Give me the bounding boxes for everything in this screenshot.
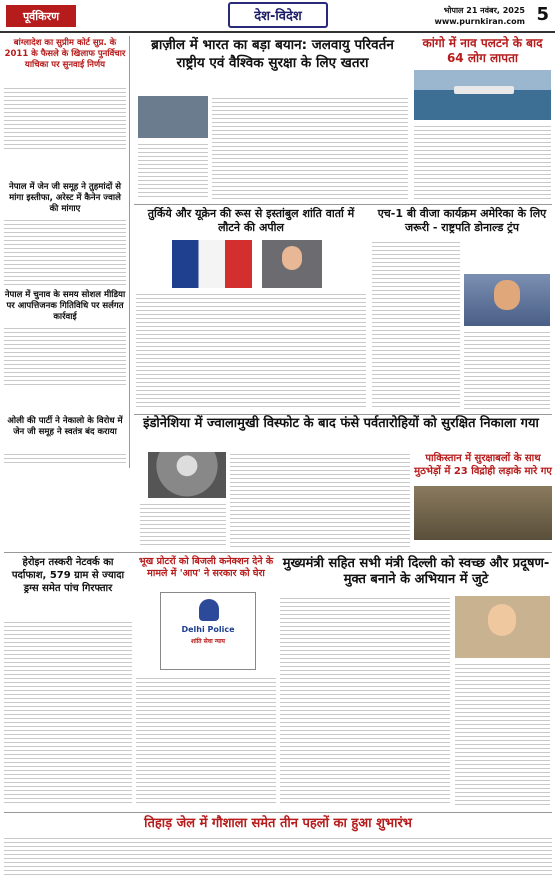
date: भोपाल 21 नवंबर, 2025 [443,6,525,15]
dateline [435,5,525,27]
main-story-text-2 [138,142,208,200]
volcano-photo [148,452,226,498]
right-story-text [414,124,551,200]
divider [134,414,552,415]
indonesia-story-text-2 [140,502,226,548]
power-headline: भूख प्रोटरों को बिजली कनेक्शन देने के मामले में 'आप' ने सरकार को घेरा [138,556,274,579]
left-column [4,36,130,468]
cm-story-text-2 [455,662,550,806]
left-story-2 [4,182,126,215]
minister-photo [455,596,550,658]
story-headline: बांग्लादेश का सुप्रीम कोर्ट सुप्र. के 2011 के फैसले के खिलाफ पुनर्विचार याचिका पर सुनवाई निर्णय [4,38,126,70]
story-text [4,452,126,464]
heroin-headline: हेरोइन तस्करी नेटवर्क का पर्दाफाश, 579 ग्राम से ज्यादा ड्रग्स समेत पांच गिरफ्तार [11,557,125,594]
turkey-headline: तुर्किये और यूक्रेन की रूस से इस्तांबुल शांति वार्ता में लौटने की अपील [147,207,355,234]
main-headline: ब्राज़ील में भारत का बड़ा बयान: जलवायु परिवर्तन राष्ट्रीय एवं वैश्विक सुरक्षा के लिए खतरा [151,37,394,71]
page-number: 5 [536,4,549,25]
security-photo [414,486,552,540]
story-text [4,326,126,386]
divider [134,204,552,205]
visa-story-text-2 [464,330,550,410]
right-headline: कांगो में नाव पलटने के बाद 64 लोग लापता [422,36,543,65]
left-story-3 [4,290,126,323]
story-photo [138,96,208,138]
power-story-text [136,676,276,806]
delhi-police-ad [160,592,256,670]
boat-photo [414,70,551,120]
cm-story-text [280,596,450,806]
tihar-story-text [4,836,552,878]
left-story-4 [4,416,126,438]
story-headline: ओली की पार्टी ने नेकालो के विरोध में जेन जी समूह ने स्वतंत्र बंद कराया [7,416,123,437]
ad-title: Delhi Police [181,625,235,634]
police-badge-icon [199,599,219,621]
story-headline: नेपाल में जेन जी समूह ने तुहमांदों से मांगा इस्तीफा, अरेस्ट में कैनेन ज्वाले की मांगाए [8,182,121,214]
story-text [4,86,126,150]
pakistan-headline: पाकिस्तान में सुरक्षाबलों के साथ मुठभेड़ों में 23 विद्रोही लड़ाके मारे गए [414,453,552,477]
indonesia-story-text [230,452,410,548]
president-photo [464,274,550,326]
story-text [4,218,126,288]
leader-photo [262,240,322,288]
ad-tagline: शांति सेवा न्याय [190,638,226,645]
heroin-story-text [4,620,132,806]
masthead-rule [0,31,555,33]
visa-story-text [372,240,460,410]
brand-logo: पूर्वकिरण [6,5,76,27]
masthead [0,0,555,34]
divider [4,812,552,813]
turkey-story-text [136,292,366,410]
divider [4,552,552,553]
visa-headline: एच-1 बी वीजा कार्यक्रम अमेरिका के लिए जरूरी - राष्ट्रपति डोनाल्ड ट्रंप [377,207,547,234]
main-story-text [212,96,408,200]
left-story-1 [4,38,126,71]
site-url[interactable]: www.purnkiran.com [434,17,525,26]
indonesia-headline: इंडोनेशिया में ज्वालामुखी विस्फोट के बाद फंसे पर्वतारोहियों को सुरक्षित निकाला गया [143,416,539,431]
section-title: देश-विदेश [228,2,328,28]
story-headline: नेपाल में चुनाव के समय सोशल मीडिया पर आपत्तिजनक गितिविधि पर सर्लगत कार्रवाई [4,290,126,322]
cm-headline: मुख्यमंत्री सहित सभी मंत्री दिल्ली को स्वच्छ और प्रदूषण-मुक्त बनाने के अभियान में जुटे [282,556,550,587]
tihar-headline: तिहाड़ जेल में गौशाला समेत तीन पहलों का हुआ शुभारंभ [144,816,412,831]
flag-photo [172,240,252,288]
